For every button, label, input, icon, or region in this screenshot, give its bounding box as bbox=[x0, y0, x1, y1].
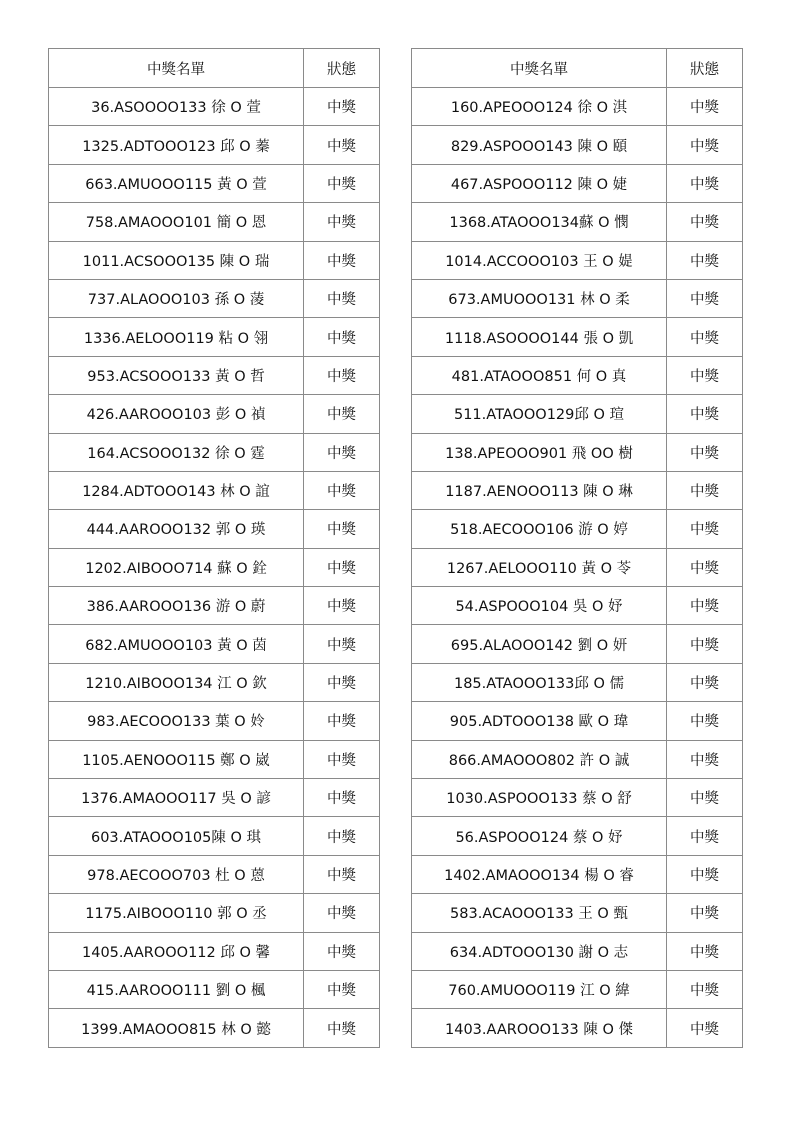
winner-name-cell: 467.ASPOOO112 陳 O 婕 bbox=[412, 164, 667, 202]
table-row bbox=[49, 702, 380, 740]
status-cell: 中獎 bbox=[304, 740, 380, 778]
winner-name-cell: 138.APEOOO901 飛 OO 樹 bbox=[412, 433, 667, 471]
winner-name-cell: 603.ATAOOO105陳 O 琪 bbox=[49, 817, 304, 855]
winner-name-cell: 1030.ASPOOO133 蔡 O 舒 bbox=[412, 779, 667, 817]
status-cell: 中獎 bbox=[667, 932, 743, 970]
winner-name-cell: 481.ATAOOO851 何 O 真 bbox=[412, 356, 667, 394]
header-status: 狀態 bbox=[304, 49, 380, 88]
table-row bbox=[49, 855, 380, 893]
winner-name-cell: 758.AMAOOO101 簡 O 恩 bbox=[49, 203, 304, 241]
winner-name-cell: 1187.AENOOO113 陳 O 琳 bbox=[412, 471, 667, 509]
table-row bbox=[49, 970, 380, 1008]
table-row bbox=[412, 779, 743, 817]
status-cell: 中獎 bbox=[304, 970, 380, 1008]
table-row bbox=[412, 587, 743, 625]
header-row bbox=[49, 49, 380, 88]
winner-name-cell: 1284.ADTOOO143 林 O 誼 bbox=[49, 471, 304, 509]
winner-name-cell: 1011.ACSOOO135 陳 O 瑞 bbox=[49, 241, 304, 279]
status-cell: 中獎 bbox=[667, 510, 743, 548]
table-row bbox=[412, 318, 743, 356]
winner-name-cell: 1105.AENOOO115 鄭 O 崴 bbox=[49, 740, 304, 778]
status-cell: 中獎 bbox=[667, 894, 743, 932]
table-row bbox=[49, 779, 380, 817]
status-cell: 中獎 bbox=[667, 433, 743, 471]
table-row bbox=[49, 279, 380, 317]
status-cell: 中獎 bbox=[304, 395, 380, 433]
status-cell: 中獎 bbox=[304, 817, 380, 855]
status-cell: 中獎 bbox=[304, 855, 380, 893]
table-row bbox=[412, 663, 743, 701]
status-cell: 中獎 bbox=[667, 88, 743, 126]
winner-name-cell: 1014.ACCOOO103 王 O 媞 bbox=[412, 241, 667, 279]
winner-name-cell: 682.AMUOOO103 黃 O 茵 bbox=[49, 625, 304, 663]
status-cell: 中獎 bbox=[304, 702, 380, 740]
winner-name-cell: 737.ALAOOO103 孫 O 蓤 bbox=[49, 279, 304, 317]
winner-name-cell: 983.AECOOO133 葉 O 姈 bbox=[49, 702, 304, 740]
status-cell: 中獎 bbox=[667, 663, 743, 701]
status-cell: 中獎 bbox=[667, 702, 743, 740]
status-cell: 中獎 bbox=[304, 932, 380, 970]
table-row bbox=[412, 241, 743, 279]
winner-name-cell: 1336.AELOOO119 粘 O 翎 bbox=[49, 318, 304, 356]
status-cell: 中獎 bbox=[304, 241, 380, 279]
status-cell: 中獎 bbox=[304, 1009, 380, 1047]
status-cell: 中獎 bbox=[304, 548, 380, 586]
winner-name-cell: 673.AMUOOO131 林 O 柔 bbox=[412, 279, 667, 317]
table-row bbox=[412, 625, 743, 663]
table-row bbox=[412, 433, 743, 471]
table-row bbox=[412, 279, 743, 317]
table-row bbox=[412, 164, 743, 202]
winner-name-cell: 444.AAROOO132 郭 O 瑛 bbox=[49, 510, 304, 548]
status-cell: 中獎 bbox=[667, 279, 743, 317]
table-row bbox=[412, 395, 743, 433]
status-cell: 中獎 bbox=[304, 203, 380, 241]
winner-name-cell: 978.AECOOO703 杜 O 蒽 bbox=[49, 855, 304, 893]
status-cell: 中獎 bbox=[667, 970, 743, 1008]
table-row bbox=[49, 894, 380, 932]
winner-name-cell: 1210.AIBOOO134 江 O 欽 bbox=[49, 663, 304, 701]
winner-name-cell: 1402.AMAOOO134 楊 O 睿 bbox=[412, 855, 667, 893]
winner-name-cell: 1325.ADTOOO123 邱 O 蓁 bbox=[49, 126, 304, 164]
winner-name-cell: 1267.AELOOO110 黃 O 苓 bbox=[412, 548, 667, 586]
status-cell: 中獎 bbox=[304, 88, 380, 126]
table-row bbox=[49, 433, 380, 471]
table-row bbox=[412, 548, 743, 586]
table-row bbox=[412, 740, 743, 778]
winner-name-cell: 56.ASPOOO124 蔡 O 妤 bbox=[412, 817, 667, 855]
table-row bbox=[412, 471, 743, 509]
winners-table-right bbox=[411, 48, 743, 1048]
status-cell: 中獎 bbox=[667, 126, 743, 164]
status-cell: 中獎 bbox=[667, 740, 743, 778]
table-row bbox=[49, 471, 380, 509]
status-cell: 中獎 bbox=[667, 318, 743, 356]
status-cell: 中獎 bbox=[304, 663, 380, 701]
winner-name-cell: 1175.AIBOOO110 郭 O 丞 bbox=[49, 894, 304, 932]
status-cell: 中獎 bbox=[304, 318, 380, 356]
status-cell: 中獎 bbox=[304, 587, 380, 625]
table-row bbox=[412, 126, 743, 164]
table-row bbox=[49, 817, 380, 855]
status-cell: 中獎 bbox=[667, 779, 743, 817]
winner-name-cell: 511.ATAOOO129邱 O 瑄 bbox=[412, 395, 667, 433]
status-cell: 中獎 bbox=[304, 356, 380, 394]
table-row bbox=[412, 855, 743, 893]
winner-name-cell: 1399.AMAOOO815 林 O 懿 bbox=[49, 1009, 304, 1047]
table-row bbox=[49, 164, 380, 202]
winner-name-cell: 518.AECOOO106 游 O 婷 bbox=[412, 510, 667, 548]
winner-name-cell: 1403.AAROOO133 陳 O 傑 bbox=[412, 1009, 667, 1047]
table-row bbox=[49, 203, 380, 241]
table-row bbox=[49, 548, 380, 586]
status-cell: 中獎 bbox=[304, 894, 380, 932]
table-row bbox=[412, 970, 743, 1008]
status-cell: 中獎 bbox=[304, 779, 380, 817]
table-row bbox=[49, 126, 380, 164]
status-cell: 中獎 bbox=[304, 126, 380, 164]
winner-name-cell: 634.ADTOOO130 謝 O 志 bbox=[412, 932, 667, 970]
status-cell: 中獎 bbox=[667, 587, 743, 625]
header-name: 中獎名單 bbox=[49, 49, 304, 88]
winner-name-cell: 36.ASOOOO133 徐 O 萱 bbox=[49, 88, 304, 126]
status-cell: 中獎 bbox=[667, 1009, 743, 1047]
table-row bbox=[49, 395, 380, 433]
status-cell: 中獎 bbox=[304, 510, 380, 548]
status-cell: 中獎 bbox=[667, 356, 743, 394]
status-cell: 中獎 bbox=[667, 548, 743, 586]
status-cell: 中獎 bbox=[667, 241, 743, 279]
winner-name-cell: 164.ACSOOO132 徐 O 霆 bbox=[49, 433, 304, 471]
winner-name-cell: 1202.AIBOOO714 蘇 O 銓 bbox=[49, 548, 304, 586]
table-row bbox=[49, 1009, 380, 1047]
winner-name-cell: 905.ADTOOO138 歐 O 瑋 bbox=[412, 702, 667, 740]
table-row bbox=[49, 356, 380, 394]
winner-name-cell: 829.ASPOOO143 陳 O 頤 bbox=[412, 126, 667, 164]
winner-name-cell: 760.AMUOOO119 江 O 緯 bbox=[412, 970, 667, 1008]
winners-table-left bbox=[48, 48, 380, 1048]
status-cell: 中獎 bbox=[304, 433, 380, 471]
table-row bbox=[49, 88, 380, 126]
table-row bbox=[49, 587, 380, 625]
winner-name-cell: 583.ACAOOO133 王 O 甄 bbox=[412, 894, 667, 932]
header-status: 狀態 bbox=[667, 49, 743, 88]
table-row bbox=[49, 318, 380, 356]
winner-name-cell: 185.ATAOOO133邱 O 儒 bbox=[412, 663, 667, 701]
table-row bbox=[412, 203, 743, 241]
winner-name-cell: 1405.AAROOO112 邱 O 馨 bbox=[49, 932, 304, 970]
table-row bbox=[412, 1009, 743, 1047]
status-cell: 中獎 bbox=[667, 855, 743, 893]
status-cell: 中獎 bbox=[667, 625, 743, 663]
winner-name-cell: 386.AAROOO136 游 O 蔚 bbox=[49, 587, 304, 625]
table-row bbox=[49, 932, 380, 970]
winner-name-cell: 160.APEOOO124 徐 O 淇 bbox=[412, 88, 667, 126]
table-row bbox=[49, 625, 380, 663]
table-row bbox=[412, 510, 743, 548]
header-name: 中獎名單 bbox=[412, 49, 667, 88]
winner-name-cell: 1118.ASOOOO144 張 O 凱 bbox=[412, 318, 667, 356]
table-row bbox=[412, 894, 743, 932]
status-cell: 中獎 bbox=[304, 164, 380, 202]
table-row bbox=[412, 932, 743, 970]
status-cell: 中獎 bbox=[667, 203, 743, 241]
table-row bbox=[412, 88, 743, 126]
table-row bbox=[49, 663, 380, 701]
winner-name-cell: 1368.ATAOOO134蘇 O 憫 bbox=[412, 203, 667, 241]
table-row bbox=[49, 241, 380, 279]
table-row bbox=[49, 510, 380, 548]
winner-name-cell: 953.ACSOOO133 黃 O 哲 bbox=[49, 356, 304, 394]
table-row bbox=[412, 356, 743, 394]
status-cell: 中獎 bbox=[304, 279, 380, 317]
status-cell: 中獎 bbox=[304, 625, 380, 663]
status-cell: 中獎 bbox=[667, 471, 743, 509]
winner-name-cell: 663.AMUOOO115 黃 O 萱 bbox=[49, 164, 304, 202]
header-row bbox=[412, 49, 743, 88]
winner-name-cell: 695.ALAOOO142 劉 O 妍 bbox=[412, 625, 667, 663]
winner-name-cell: 415.AAROOO111 劉 O 楓 bbox=[49, 970, 304, 1008]
winner-name-cell: 866.AMAOOO802 許 O 誠 bbox=[412, 740, 667, 778]
winner-name-cell: 426.AAROOO103 彭 O 禎 bbox=[49, 395, 304, 433]
table-row bbox=[49, 740, 380, 778]
winner-name-cell: 1376.AMAOOO117 吳 O 諺 bbox=[49, 779, 304, 817]
status-cell: 中獎 bbox=[667, 817, 743, 855]
status-cell: 中獎 bbox=[304, 471, 380, 509]
table-row bbox=[412, 702, 743, 740]
winner-name-cell: 54.ASPOOO104 吳 O 妤 bbox=[412, 587, 667, 625]
table-row bbox=[412, 817, 743, 855]
status-cell: 中獎 bbox=[667, 164, 743, 202]
status-cell: 中獎 bbox=[667, 395, 743, 433]
